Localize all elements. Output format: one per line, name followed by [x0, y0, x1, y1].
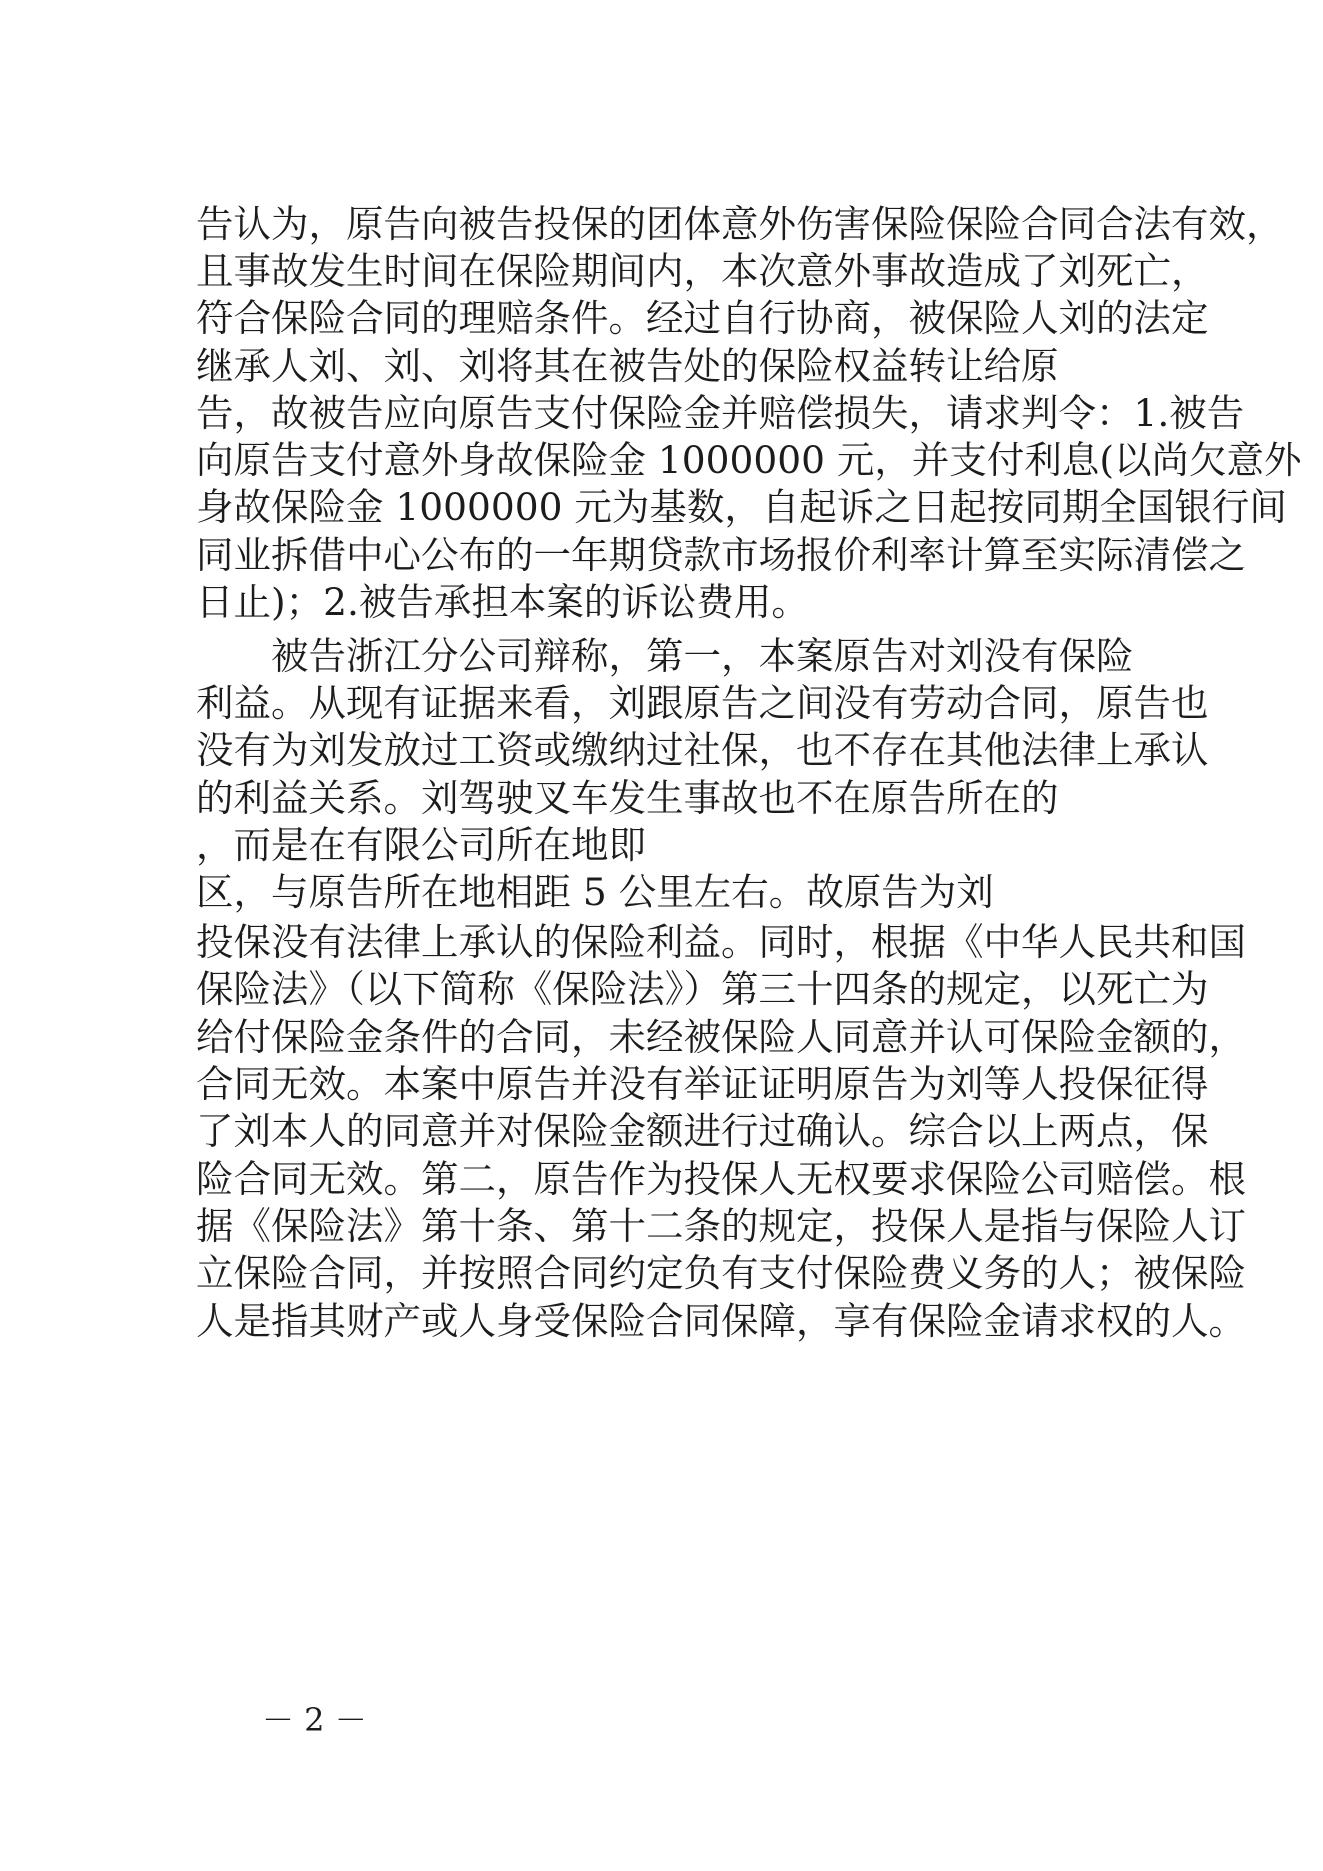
text-segment: 人是指其财产或人身受保险合同保障，享有保险金请求权的人。	[196, 1299, 1246, 1343]
text-segment: 利益。从现有证据来看，刘	[196, 681, 646, 725]
text-segment: 险合同无效。第二，原告作为投保人无权要求保险公司赔偿。根	[196, 1157, 1246, 1201]
text-segment: 向原告支付意外身故保险金 1000000 元，并支付利息(以尚欠意外	[196, 438, 1302, 482]
text-segment: 合同无效。本案中原告并没有举证证明原告为刘	[196, 1062, 984, 1106]
text-segment: 将其在被告处的保险权益转让给原	[496, 344, 1059, 388]
text-segment: 的法定	[1096, 296, 1209, 340]
text-segment: 跟原告之间没有劳动合同，原告也	[646, 681, 1209, 725]
text-segment: 有限公司所在地即	[346, 823, 646, 867]
text-segment: 给付保险金条件的合同，未经被保险人同意并认可保险金额的，	[196, 1015, 1246, 1059]
text-segment: 继承人刘	[196, 344, 346, 388]
text-segment: 且事故发生时间在保险期间内，本次意外事故造成了刘	[196, 249, 1096, 293]
text-segment: 驾驶叉车发生事故也不在原告所在的	[458, 776, 1059, 820]
text-segment: 告认为，原告向被告投保的团体意外伤害保险保险合同合法有效，	[196, 202, 1284, 246]
text-segment: 符合保险合同的理赔条件。经过自行协商，被保险人刘	[196, 296, 1096, 340]
text-segment: 的利益关系。刘	[196, 776, 459, 820]
text-segment: 身故保险金 1000000 元为基数，自起诉之日起按同期全国银行间	[196, 485, 1287, 529]
text-segment: 告，故被告应向原告支付保险金并赔偿损失，请求判令：1.被告	[196, 391, 1245, 435]
text-segment: 投保没有法律上承认的保险利益。同时，根据《中华人民共和国	[196, 920, 1246, 964]
text-segment: 没有保险	[983, 634, 1134, 678]
text-segment: 区	[196, 870, 234, 914]
text-segment: 同业拆借中心公布的一年期贷款市场报价利率计算至实际清偿之	[196, 533, 1246, 577]
text-segment: 没有为刘	[196, 728, 346, 772]
page-number: － 2 －	[262, 1701, 367, 1739]
text-segment: 立保险合同，并按照合同约定负有支付保险费义务的人；被保险	[196, 1251, 1246, 1295]
text-segment: 本人的同意并对保险金额进行过确认。综合以上两点，保	[271, 1109, 1209, 1153]
text-segment: 了刘	[196, 1109, 271, 1153]
text-segment: 、刘	[346, 344, 421, 388]
text-line	[196, 574, 1196, 630]
text-segment: ，而是在	[196, 823, 346, 867]
text-segment: 被告	[271, 634, 346, 678]
text-segment: 发放过工资或缴纳过社保，也不存在其他法律上承认	[346, 728, 1209, 772]
text-line	[196, 864, 1196, 920]
text-segment: 浙江分公司辩称，第一，本案原告对刘	[346, 634, 984, 678]
text-segment: 保险法》（以下简称《保险法》）第三十四条的规定，以死亡为	[196, 967, 1209, 1011]
text-segment: 据《保险法》第十条、第十二条的规定，投保人是指与保险人订	[196, 1204, 1246, 1248]
text-segment: 日止)；2.被告承担本案的诉讼费用。	[196, 580, 809, 624]
text-segment: 死亡，	[1096, 249, 1209, 293]
text-segment: 、刘	[421, 344, 496, 388]
text-segment: ，与原告所在地相距 5 公里左右。故原告为刘	[233, 870, 994, 914]
text-line	[196, 1293, 1246, 1349]
text-segment: 等人投保征得	[983, 1062, 1209, 1106]
